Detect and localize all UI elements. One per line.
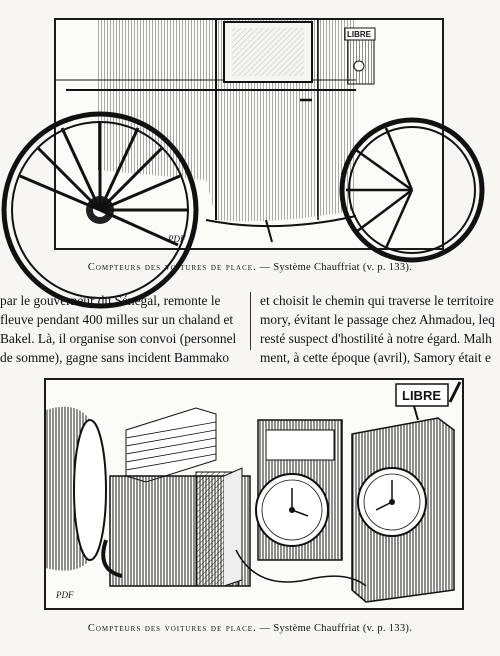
text-line: Bakel. Là, il organise son convoi (personnel	[0, 331, 237, 346]
meter-illustration	[46, 380, 462, 608]
libre-sign-label: LIBRE	[347, 30, 371, 39]
caption-rest: — Système Chauffriat (v. p. 133).	[256, 623, 413, 634]
text-line: et choisit le chemin qui traverse le territoire	[260, 293, 494, 308]
caption-lead: Compteurs des voitures de place.	[87, 623, 257, 634]
text-line: mory, évitant le passage chez Ahmadou, leq	[260, 312, 495, 327]
left-wheel-icon	[4, 114, 196, 306]
taximeter-device-icon	[256, 420, 342, 560]
carriage-illustration	[56, 20, 442, 248]
text-line: de somme), gagne sans incident Bammako	[0, 350, 230, 365]
text-line: resté suspect d'hostilité à notre égard. Malh	[260, 331, 492, 346]
text-column-right	[260, 291, 500, 365]
figure-caption-top	[0, 262, 500, 273]
figure-caption-bottom	[0, 623, 500, 634]
text-line: ment, à cette époque (avril), Samory était e	[260, 350, 491, 365]
text-column-left	[0, 291, 244, 365]
text-line: fleuve pendant 400 milles sur un chaland et	[0, 312, 234, 327]
caption-rest: — Système Chauffriat (v. p. 133).	[256, 262, 413, 273]
libre-sign-label: LIBRE	[402, 388, 441, 403]
carriage-engraving	[54, 18, 444, 250]
column-divider	[250, 292, 251, 350]
caption-lead: Compteurs des voitures de place.	[87, 262, 257, 273]
text-line: par le gouverneur du Sénégal, remonte le	[0, 293, 221, 308]
signature-mark: PDF	[56, 590, 74, 600]
meter-engraving	[44, 378, 464, 610]
signature-mark: PDF	[168, 234, 186, 244]
